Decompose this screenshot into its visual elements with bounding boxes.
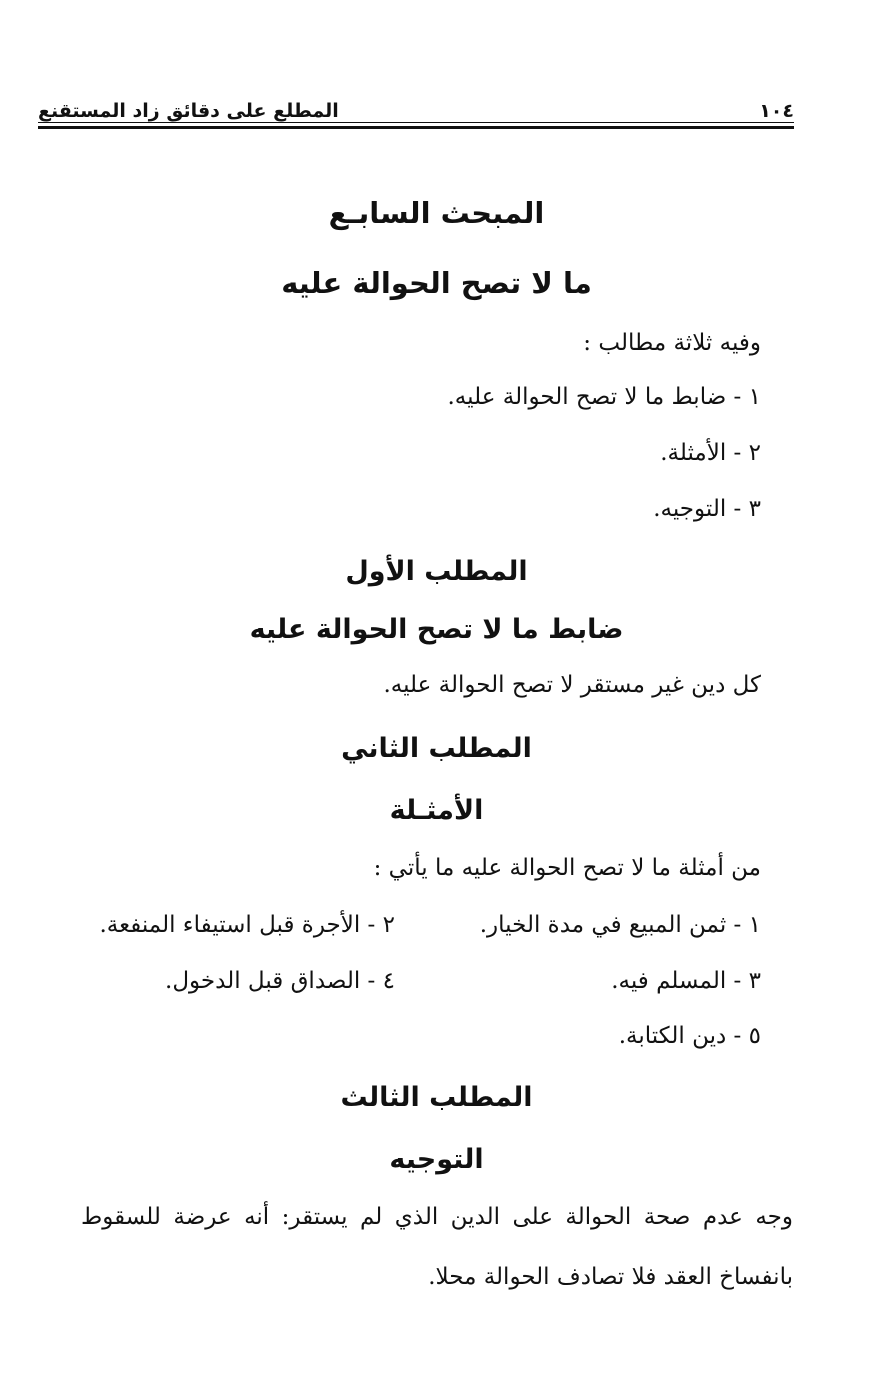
matlab1-subtitle: ضابط ما لا تصح الحوالة عليه	[249, 614, 624, 645]
matlab3-line-1: وجه عدم صحة الحوالة على الدين الذي لم يستقر: أنه عرضة للسقوط	[81, 1204, 793, 1230]
matlab1-title: المطلب الأول	[345, 556, 528, 587]
section-title: المبحث السابـع	[328, 196, 545, 230]
intro-item-2: ٢ - الأمثلة.	[660, 440, 761, 466]
header-rule-thin	[38, 122, 794, 123]
matlab2-subtitle: الأمثـلة	[389, 795, 484, 826]
example-4: ٤ - الصداق قبل الدخول.	[165, 968, 395, 994]
example-5: ٥ - دين الكتابة.	[618, 1023, 761, 1049]
running-title: المطلع على دقائق زاد المستقنع	[38, 100, 339, 122]
matlab2-title: المطلب الثاني	[341, 733, 532, 764]
matlab1-text: كل دين غير مستقر لا تصح الحوالة عليه.	[383, 672, 761, 698]
matlab3-line-2: بانفساخ العقد فلا تصادف الحوالة محلا.	[428, 1264, 793, 1290]
example-3: ٣ - المسلم فيه.	[611, 968, 761, 994]
matlab2-lead: من أمثلة ما لا تصح الحوالة عليه ما يأتي :	[373, 855, 761, 881]
example-1: ١ - ثمن المبيع في مدة الخيار.	[479, 912, 761, 938]
section-subtitle: ما لا تصح الحوالة عليه	[281, 266, 592, 300]
header-rule-thick	[38, 126, 794, 129]
example-2: ٢ - الأجرة قبل استيفاء المنفعة.	[99, 912, 395, 938]
matlab3-title: المطلب الثالث	[340, 1082, 533, 1113]
intro-item-1: ١ - ضابط ما لا تصح الحوالة عليه.	[447, 384, 761, 410]
matlab3-subtitle: التوجيه	[389, 1144, 484, 1175]
page-number: ١٠٤	[759, 100, 794, 122]
running-head	[38, 82, 794, 122]
intro-item-3: ٣ - التوجيه.	[653, 496, 761, 522]
intro-lead: وفيه ثلاثة مطالب :	[583, 330, 761, 356]
